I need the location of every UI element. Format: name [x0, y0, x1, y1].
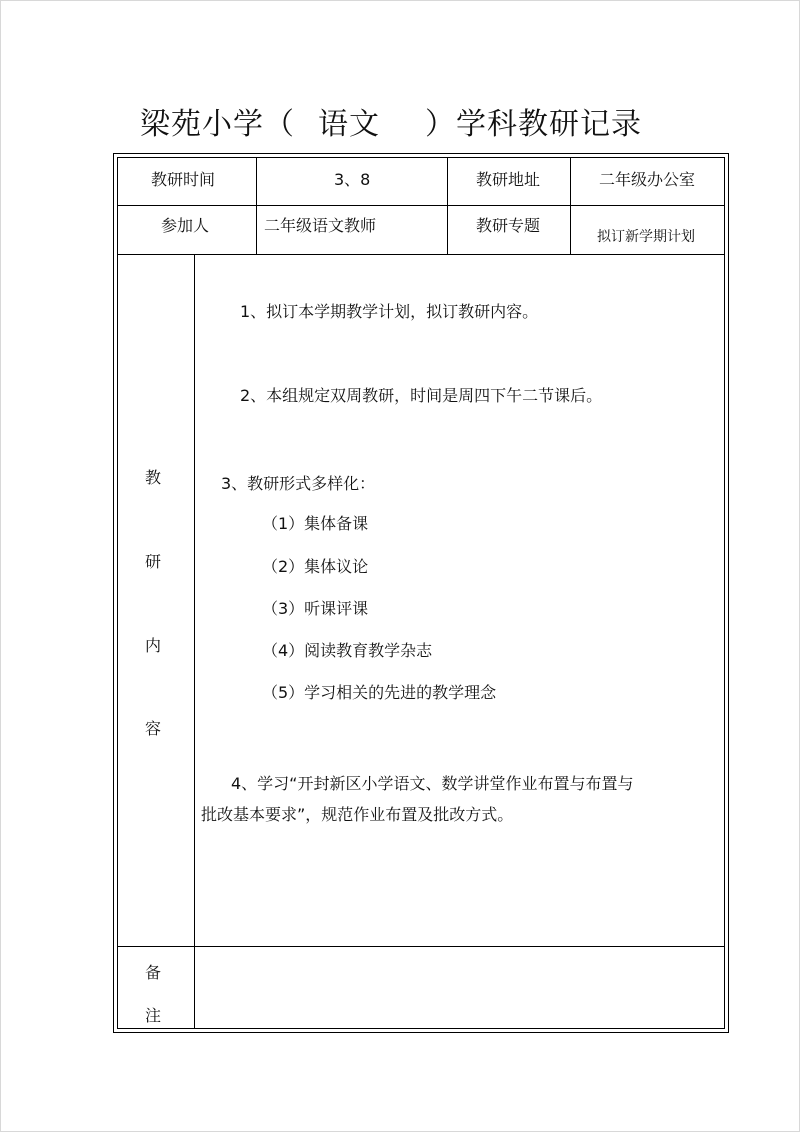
content-sub-item-1: （1）集体备课 — [262, 514, 369, 533]
content-item-3: 3、教研形式多样化： — [221, 474, 376, 493]
content-sub-item-5: （5）学习相关的先进的教学理念 — [262, 683, 497, 702]
value-research-time: 3、8 — [334, 170, 371, 189]
content-sub-item-2: （2）集体议论 — [262, 557, 369, 576]
content-label-char-3: 内 — [144, 636, 161, 655]
title-school: 梁苑小学（ — [140, 107, 295, 142]
value-research-topic: 拟订新学期计划 — [597, 229, 695, 245]
col-divider-2 — [447, 157, 448, 254]
content-item-2: 2、本组规定双周教研，时间是周四下午二节课后。 — [240, 386, 603, 405]
notes-label-char-1: 备 — [144, 963, 161, 982]
col-divider-3 — [570, 157, 571, 254]
value-research-location: 二年级办公室 — [599, 170, 696, 189]
label-research-topic: 教研专题 — [476, 216, 541, 235]
page-title — [0, 100, 800, 150]
record-table — [117, 157, 725, 1029]
content-item-4-line-2: 批改基本要求”，规范作业布置及批改方式。 — [201, 805, 514, 824]
row-divider-2 — [117, 254, 725, 255]
title-suffix: ）学科教研记录 — [425, 107, 642, 142]
label-participants: 参加人 — [161, 216, 210, 235]
content-sub-item-3: （3）听课评课 — [262, 599, 369, 618]
label-research-time: 教研时间 — [151, 170, 216, 189]
notes-label-char-2: 注 — [144, 1006, 161, 1025]
row-divider-3 — [117, 946, 725, 947]
label-research-location: 教研地址 — [476, 170, 541, 189]
content-sub-item-4: （4）阅读教育教学杂志 — [262, 641, 433, 660]
content-item-1: 1、拟订本学期教学计划，拟订教研内容。 — [240, 302, 539, 321]
label-column-divider — [194, 254, 195, 1029]
value-participants: 二年级语文教师 — [264, 216, 377, 235]
col-divider-1 — [256, 157, 257, 254]
content-label-char-2: 研 — [144, 552, 161, 571]
content-label-char-4: 容 — [144, 719, 161, 738]
title-subject: 语文 — [318, 107, 380, 142]
content-label-char-1: 教 — [144, 468, 161, 487]
content-item-4-line-1: 4、学习“开封新区小学语文、数学讲堂作业布置与布置与 — [231, 774, 634, 793]
row-divider-1 — [117, 205, 725, 206]
